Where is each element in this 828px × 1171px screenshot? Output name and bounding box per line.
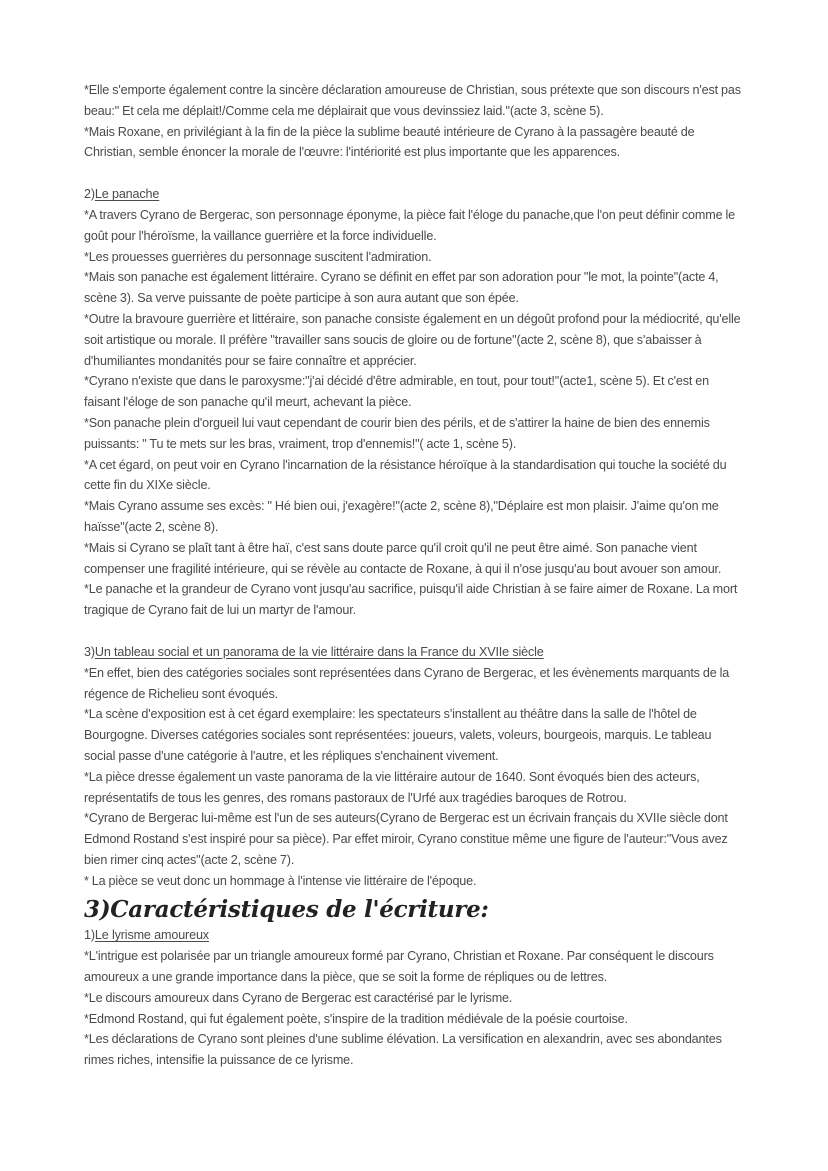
paragraph: * La pièce se veut donc un hommage à l'intense vie littéraire de l'époque. (84, 873, 477, 888)
spacer (84, 163, 744, 184)
paragraph: *Les déclarations de Cyrano sont pleines d'une sublime élévation. La versification en alexandrin, avec ses abondantes rimes riches, intensifie la puissance de ce lyrisme. (84, 1032, 722, 1068)
heading-ecriture: 3)Caractéristiques de l'écriture: (84, 896, 489, 924)
paragraph: *En effet, bien des catégories sociales sont représentées dans Cyrano de Bergerac, et les évènements marquants de la régence de Richelieu sont évoqués. (84, 665, 730, 701)
paragraph: *Mais Cyrano assume ses excès: " Hé bien oui, j'exagère!"(acte 2, scène 8),"Déplaire est mon plaisir. J'aime qu'on me haïsse"(acte 2, scène 8). (84, 499, 719, 534)
paragraph: *Mais son panache est également littéraire. Cyrano se définit en effet par son adoration pour "le mot, la pointe"(acte 4, scène 3). Sa verve puissante de poète participe à son aura autant que son épée. (84, 270, 719, 306)
paragraph: *Son panache plein d'orgueil lui vaut cependant de courir bien des périls, et de s'attirer la haine de bien des ennemis puissants: " Tu te mets sur les bras, vraiment, trop d'ennemis!"( acte 1, scène 5). (84, 415, 710, 451)
paragraph: *La scène d'exposition est à cet égard exemplaire: les spectateurs s'installent au théâtre dans la salle de l'hôtel de Bourgogne. Diverses catégories sociales sont représentées: joueurs, valets, voleurs, bourgeois, marquis. Le tableau social passe d'une catégorie à l'autre, et les répliques s'enchainent vivement. (84, 707, 712, 763)
paragraph: *Elle s'emporte également contre la sincère déclaration amoureuse de Christian, sous prétexte que son discours n'est pas beau:" Et cela me déplait!/Comme cela me déplairait que vous devinssiez laid."(acte 3, scène 5). (84, 83, 741, 118)
paragraph: *Cyrano n'existe que dans le paroxysme:"j'ai décidé d'être admirable, en tout, pour tout!"(acte1, scène 5). Et c'est en faisant l'éloge de son panache qu'il meurt, achevant la pièce. (84, 374, 709, 410)
paragraph: *Le panache et la grandeur de Cyrano vont jusqu'au sacrifice, puisqu'il aide Christian à se faire aimer de Roxane. La mort tragique de Cyrano fait de lui un martyr de l'amour. (84, 582, 738, 618)
section-heading-tableau: 3)Un tableau social et un panorama de la vie littéraire dans la France du XVIIe siècle (84, 644, 544, 659)
paragraph: *Outre la bravoure guerrière et littéraire, son panache consiste également en un dégoût profond pour la médiocrité, qu'elle soit artistique ou morale. Il préfère "travailler sans soucis de gloire ou de fortune"(acte 2, scène 8), que s'abaisser à d'humiliantes mondanités pour se faire connaître et apprécier. (84, 311, 741, 368)
paragraph: *Cyrano de Bergerac lui-même est l'un de ses auteurs(Cyrano de Bergerac est un écrivain français du XVIIe siècle dont Edmond Rostand s'est inspiré pour sa pièce). Par effet miroir, Cyrano constitue même une figure de l'auteur:"Vous avez bien rimer cinq actes"(acte 2, scène 7). (84, 811, 728, 867)
paragraph: *La pièce dresse également un vaste panorama de la vie littéraire autour de 1640. Sont évoqués bien des acteurs, représentatifs de tous les genres, des romans pastoraux de l'Urfé aux tragédies baroques de Rotrou. (84, 769, 700, 805)
paragraph: *Mais Roxane, en privilégiant à la fin de la pièce la sublime beauté intérieure de Cyrano à la passagère beauté de Christian, semble énoncer la morale de l'œuvre: l'intériorité est plus importante que les apparences. (84, 124, 695, 160)
paragraph: *Les prouesses guerrières du personnage suscitent l'admiration. (84, 249, 432, 264)
section-heading-panache: 2)Le panache (84, 187, 160, 202)
paragraph: *A cet égard, on peut voir en Cyrano l'incarnation de la résistance héroïque à la standardisation qui touche la société du cette fin du XIXe siècle. (84, 457, 727, 493)
spacer (84, 621, 744, 642)
section-heading-lyrisme: 1)Le lyrisme amoureux (84, 928, 209, 943)
paragraph: *L'intrigue est polarisée par un triangle amoureux formé par Cyrano, Christian et Roxane. Par conséquent le discours amoureux a une grande importance dans la pièce, que se soit la forme de répliques ou de lettres. (84, 949, 714, 985)
paragraph: *Edmond Rostand, qui fut également poète, s'inspire de la tradition médiévale de la poésie courtoise. (84, 1011, 628, 1026)
paragraph: *A travers Cyrano de Bergerac, son personnage éponyme, la pièce fait l'éloge du panache,que l'on peut définir comme le goût pour l'héroïsme, la vaillance guerrière et la force individuelle. (84, 207, 735, 243)
paragraph: *Le discours amoureux dans Cyrano de Bergerac est caractérisé par le lyrisme. (84, 990, 513, 1005)
paragraph: *Mais si Cyrano se plaît tant à être haï, c'est sans doute parce qu'il croit qu'il ne peut être aimé. Son panache vient compenser une fragilité intérieure, qui se révèle au contacte de Roxane, à qui il n'ose jusqu'au bout avouer son amour. (84, 540, 722, 576)
